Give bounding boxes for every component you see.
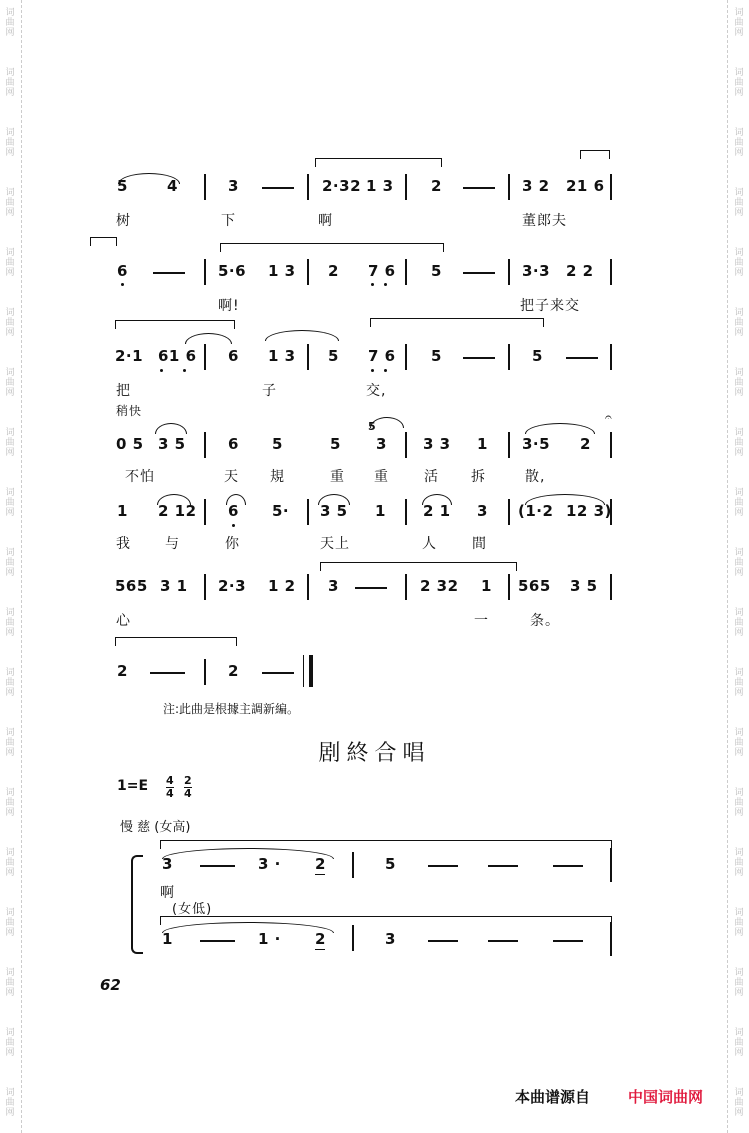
note: 3 2 [522,177,550,195]
note: 2 [315,855,326,873]
note: 2·3 [218,577,247,595]
bar-line [610,344,612,370]
bar-line [204,174,206,200]
watermark-glyphs: 词 曲 网 [5,1028,15,1058]
bar-line [405,499,407,525]
lyric: 人 [422,536,437,552]
note: 0 5 [116,435,144,453]
bar-line [204,574,206,600]
note: 2 [328,262,339,280]
watermark-glyphs: 词 曲 网 [734,128,744,158]
bar-line [508,259,510,285]
lyric: 規 [270,469,285,485]
note: 3 [376,435,387,453]
phrase-bracket [90,237,117,246]
final-bar-line [303,655,304,687]
slur [525,423,595,434]
low-dot [183,369,186,372]
watermark-glyphs: 词 曲 网 [734,188,744,218]
system-bracket [131,855,143,954]
lyric: 把子来交 [520,298,580,314]
bar-line [508,344,510,370]
note: 5 [431,347,442,365]
note: 1 3 [268,347,296,365]
watermark-glyphs: 词 曲 网 [5,908,15,938]
note: 2 [315,930,326,948]
phrase-bracket [115,637,237,646]
tempo-marking: 慢 慈 (女高) [120,820,191,835]
lyric: 拆 [471,469,486,485]
note: 3·5 [522,435,551,453]
bar-line [204,499,206,525]
section-title: 剧終合唱 [318,741,431,766]
bar-line [204,259,206,285]
watermark-glyphs: 词 曲 网 [5,248,15,278]
low-dot [160,369,163,372]
watermark-glyphs: 词 曲 网 [5,608,15,638]
note: 2 [580,435,591,453]
lyric: 間 [472,536,487,552]
phrase-bracket [320,562,517,571]
note: 2 2 [566,262,594,280]
note: 6 [228,435,239,453]
note: 1 [481,577,492,595]
bar-line [204,659,206,685]
watermark-glyphs: 词 曲 网 [5,68,15,98]
note: 2·32 [322,177,362,195]
fermata-icon: 𝄐 [605,410,613,424]
hold-dash [463,357,495,359]
bar-line [508,499,510,525]
note: 1 3 [366,177,394,195]
note: 5 [385,855,396,873]
note: 3 [477,502,488,520]
hold-dash [262,672,294,674]
watermark-glyphs: 词 曲 网 [734,788,744,818]
watermark-glyphs: 词 曲 网 [5,848,15,878]
watermark-glyphs: 词 曲 网 [734,368,744,398]
bar-line [610,922,612,956]
bar-line [307,574,309,600]
bar-line [307,174,309,200]
bar-line [610,174,612,200]
lyric: 心 [116,613,131,629]
note: 2 [117,662,128,680]
watermark-glyphs: 词 曲 网 [5,368,15,398]
watermark-glyphs: 词 曲 网 [734,1088,744,1118]
note: 5 [272,435,283,453]
time-signature-2: $\frac{2}{4}$ [184,774,192,800]
hold-dash [262,187,294,189]
bar-line [508,174,510,200]
note: 1 2 [268,577,296,595]
hold-dash [355,587,387,589]
note: 1 [162,930,173,948]
bar-line [610,574,612,600]
lyric: 天 [224,469,239,485]
note: 3 · [258,855,281,873]
lyric: 你 [225,536,240,552]
bar-line [307,259,309,285]
underline [315,949,325,950]
watermark-glyphs: 词 曲 网 [5,968,15,998]
note: 6 [228,502,239,520]
phrase-bracket [315,158,442,167]
bar-line [610,432,612,458]
watermark-glyphs: 词 曲 网 [5,788,15,818]
lyric: 与 [165,536,180,552]
time-signature-1: $\frac{4}{4}$ [166,774,174,800]
note: 1 [477,435,488,453]
note: 3 [228,177,239,195]
watermark-glyphs: 词 曲 网 [734,608,744,638]
lyric: 把 [116,383,131,399]
underline [315,874,325,875]
watermark-glyphs: 词 曲 网 [734,248,744,278]
phrase-bracket [580,150,610,159]
watermark-glyphs: 词 曲 网 [734,428,744,458]
lyric: 啊 [160,885,175,901]
note: 21 6 [566,177,605,195]
bar-line [307,499,309,525]
watermark-glyphs: 词 曲 网 [734,968,744,998]
watermark-glyphs: 词 曲 网 [5,548,15,578]
hold-dash [200,865,235,867]
bar-line [508,574,510,600]
note: 2 1 [423,502,451,520]
grace-note: 5 [368,420,377,433]
watermark-glyphs: 词 曲 网 [734,668,744,698]
page-number: 62 [100,976,121,994]
bar-line [508,432,510,458]
note: 3 5 [158,435,186,453]
hold-dash [428,865,458,867]
lyric: 活 [424,469,439,485]
lyric: 啊 [318,213,333,229]
watermark-glyphs: 词 曲 网 [5,1088,15,1118]
watermark-glyphs: 词 曲 网 [5,188,15,218]
watermark-glyphs: 词 曲 网 [734,848,744,878]
note: 1 [375,502,386,520]
bar-line [405,574,407,600]
low-dot [384,369,387,372]
low-dot [121,283,124,286]
watermark-glyphs: 词 曲 网 [734,908,744,938]
note: 5 [330,435,341,453]
lyric: 天上 [320,536,350,552]
low-dot [232,524,235,527]
bar-line [405,174,407,200]
hold-dash [463,187,495,189]
watermark-glyphs: 词 曲 网 [5,728,15,758]
footnote: 注:此曲是根據主調新編。 [163,702,300,716]
source-site-link[interactable]: 中国词曲网 [628,1088,704,1106]
note: 1 · [258,930,281,948]
watermark-glyphs: 词 曲 网 [5,128,15,158]
phrase-bracket [115,320,235,329]
watermark-glyphs: 词 曲 网 [734,68,744,98]
source-prefix: 本曲谱源自 [515,1088,591,1106]
lyric: 重 [374,469,389,485]
lyric: 子 [262,383,277,399]
watermark-glyphs: 词 曲 网 [5,8,15,38]
bar-line [307,344,309,370]
hold-dash [200,940,235,942]
watermark-glyphs: 词 曲 网 [734,308,744,338]
lyric: 散, [525,469,546,485]
lyric: 树 [116,213,131,229]
note: (1·2 [518,502,554,520]
note: 565 [518,577,551,595]
watermark-glyphs: 词 曲 网 [5,308,15,338]
final-bar-line-thick [309,655,313,687]
note: 2 [431,177,442,195]
note: 5 [431,262,442,280]
watermark-glyphs: 词 曲 网 [734,548,744,578]
bar-line [405,432,407,458]
note: 3 [162,855,173,873]
watermark-glyphs: 词 曲 网 [5,488,15,518]
note: 5 [328,347,339,365]
hold-dash [553,940,583,942]
lyric: 交, [366,383,387,399]
hold-dash [150,672,185,674]
bar-line [610,499,612,525]
hold-dash [488,865,518,867]
lyric: 啊! [218,298,240,314]
note: 2·1 [115,347,144,365]
lyric: 一 [474,613,489,629]
note: 1 [117,502,128,520]
right-watermark-strip [729,0,749,1133]
lyric: 董郎夫 [522,213,567,229]
watermark-glyphs: 词 曲 网 [734,728,744,758]
note: 2 12 [158,502,197,520]
hold-dash [553,865,583,867]
phrase-bracket [220,243,444,252]
bar-line [405,344,407,370]
bar-line [352,925,354,951]
note: 5 [117,177,128,195]
lyric: 我 [116,536,131,552]
watermark-glyphs: 词 曲 网 [5,428,15,458]
note: 3 3 [423,435,451,453]
bar-line [204,344,206,370]
watermark-glyphs: 词 曲 网 [734,488,744,518]
watermark-glyphs: 词 曲 网 [734,8,744,38]
low-dot [371,369,374,372]
note: 2 32 [420,577,459,595]
note: 3 5 [570,577,598,595]
note: 5· [272,502,290,520]
bar-line [610,848,612,882]
watermark-glyphs: 词 曲 网 [734,1028,744,1058]
note: 7 6 [368,262,396,280]
tempo-marking: 稍快 [116,404,143,418]
low-dot [371,283,374,286]
bar-line [204,432,206,458]
voice-label: (女低) [172,902,213,917]
hold-dash [153,272,185,274]
lyric: 重 [330,469,345,485]
note: 4 [167,177,178,195]
note: 2 [228,662,239,680]
slur [265,330,339,341]
note: 565 [115,577,148,595]
note: 6 [228,347,239,365]
slur [185,333,232,344]
hold-dash [463,272,495,274]
hold-dash [488,940,518,942]
hold-dash [428,940,458,942]
bar-line [610,259,612,285]
bar-line [352,852,354,878]
note: 5 [532,347,543,365]
low-dot [384,283,387,286]
left-watermark-strip [0,0,20,1133]
slur [155,423,187,434]
note: 1 3 [268,262,296,280]
hold-dash [566,357,598,359]
note: 12 3) [566,502,612,520]
note: 3 5 [320,502,348,520]
note: 6 [117,262,128,280]
note: 7 6 [368,347,396,365]
note: 61 6 [158,347,197,365]
watermark-glyphs: 词 曲 网 [5,668,15,698]
note: 3·3 [522,262,551,280]
note: 3 1 [160,577,188,595]
bar-line [405,259,407,285]
key-signature: 1=E [117,778,149,794]
phrase-bracket [370,318,544,327]
note: 3 [328,577,339,595]
lyric: 条。 [530,613,560,629]
note: 3 [385,930,396,948]
slur [162,848,334,859]
lyric: 下 [221,213,236,229]
note: 5·6 [218,262,247,280]
lyric: 不怕 [125,469,155,485]
